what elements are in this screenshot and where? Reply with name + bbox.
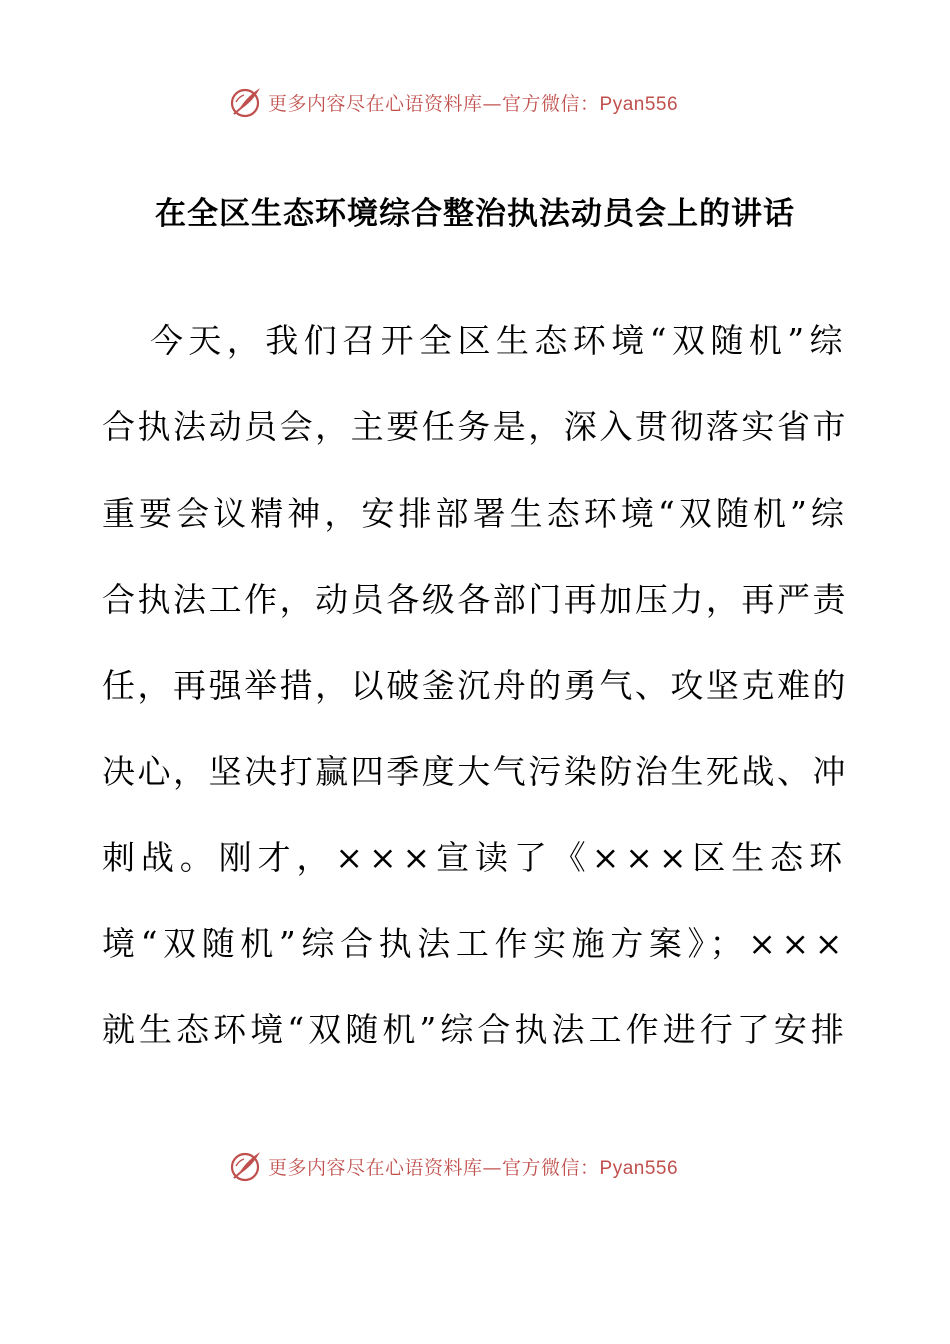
quill-logo-icon bbox=[228, 1148, 264, 1184]
header-banner bbox=[228, 82, 678, 122]
body-line: 合执法动员会，主要任务是，深入贯彻落实省市 bbox=[102, 407, 848, 446]
body-line: 就生态环境“双随机”综合执法工作进行了安排 bbox=[102, 1010, 848, 1049]
banner-text: 更多内容尽在心语资料库—官方微信： bbox=[268, 92, 600, 115]
wechat-id: Pyan556 bbox=[599, 1157, 679, 1179]
quill-logo-icon bbox=[228, 84, 264, 120]
wechat-id: Pyan556 bbox=[599, 93, 679, 115]
body-line: 决心，坚决打赢四季度大气污染防治生死战、冲 bbox=[102, 752, 848, 791]
body-line: 任，再强举措，以破釜沉舟的勇气、攻坚克难的 bbox=[102, 666, 848, 705]
body-line: 合执法工作，动员各级各部门再加压力，再严责 bbox=[102, 580, 848, 619]
document-title: 在全区生态环境综合整治执法动员会上的讲话 bbox=[155, 196, 795, 232]
body-line: 刺战。刚才，×××宣读了《×××区生态环 bbox=[102, 838, 848, 877]
body-line: 今天，我们召开全区生态环境“双随机”综 bbox=[150, 321, 848, 360]
body-line: 境“双随机”综合执法工作实施方案》；××× bbox=[102, 924, 848, 963]
banner-text: 更多内容尽在心语资料库—官方微信： bbox=[268, 1156, 600, 1179]
body-line: 重要会议精神，安排部署生态环境“双随机”综 bbox=[102, 494, 848, 533]
footer-banner bbox=[228, 1146, 678, 1186]
